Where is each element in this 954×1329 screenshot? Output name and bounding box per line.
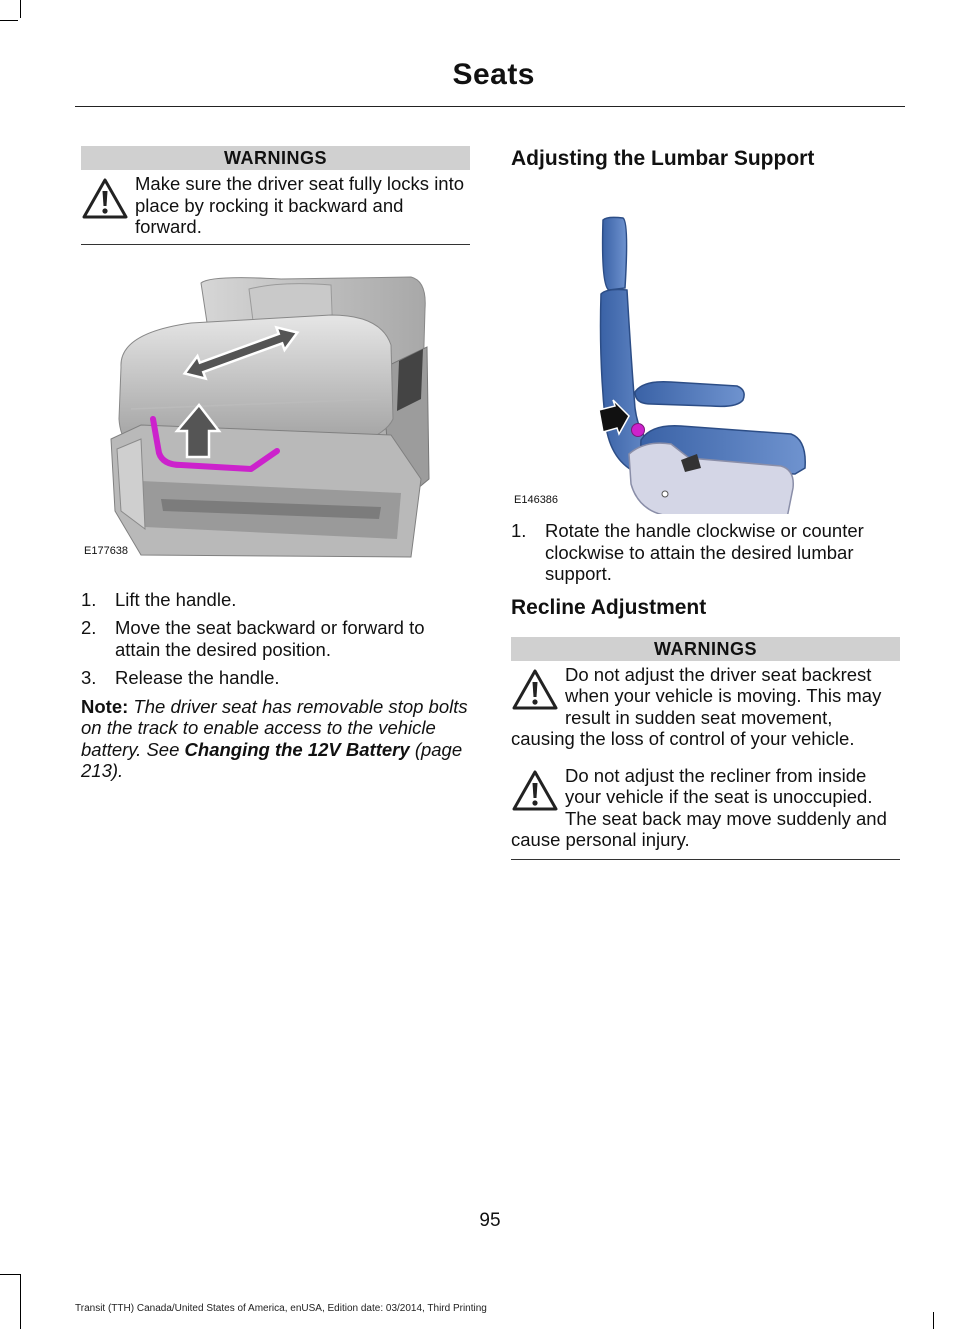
warning-triangle-icon xyxy=(81,177,129,221)
seat-track-illustration xyxy=(81,249,470,589)
crop-mark xyxy=(20,0,21,18)
warning-item xyxy=(81,173,470,244)
page-number: 95 xyxy=(479,1210,501,1231)
warning-text: Make sure the driver seat fully locks into place by rocking it backward and forward. xyxy=(135,173,465,237)
warnings-heading: WARNINGS xyxy=(81,146,470,170)
lumbar-seat-illustration xyxy=(511,178,900,514)
warning-item xyxy=(511,765,900,859)
title-rule xyxy=(75,106,905,107)
note-label: Note: xyxy=(81,695,129,717)
right-column xyxy=(511,146,900,860)
figure-seat-track xyxy=(81,249,470,589)
warnings-heading: WARNINGS xyxy=(511,637,900,661)
list-item: 1. Rotate the handle clockwise or counter clockwise to attain the desired lumbar support. xyxy=(511,520,864,584)
warning-triangle-icon xyxy=(511,668,559,712)
seat-steps-list xyxy=(81,589,470,689)
crop-mark xyxy=(20,1274,21,1329)
figure-code: E177638 xyxy=(84,544,129,557)
warning-triangle-icon xyxy=(511,769,559,813)
section-heading-recline: Recline Adjustment xyxy=(511,595,707,619)
crop-mark xyxy=(0,20,18,21)
crop-mark xyxy=(933,1312,934,1329)
lumbar-steps-list xyxy=(511,520,900,585)
section-heading-lumbar: Adjusting the Lumbar Support xyxy=(511,147,815,170)
list-item: 1. Lift the handle. xyxy=(81,588,237,610)
warning-text: Do not adjust the driver seat backrest when your vehicle is moving. This may result in sudden seat movement, causing the loss of control of your vehicle. xyxy=(511,663,882,749)
note-text: The driver seat has removable stop bolts on the track to enable access to the vehicle battery. See xyxy=(81,695,468,760)
divider xyxy=(81,244,470,245)
cross-reference-link[interactable]: Changing the 12V Battery xyxy=(184,738,410,760)
list-item: 3. Release the handle. xyxy=(81,667,280,688)
footer-text: Transit (TTH) Canada/United States of America, enUSA, Edition date: 03/2014, Third Printing xyxy=(75,1303,487,1314)
note-paragraph xyxy=(81,696,470,782)
warning-text: Do not adjust the recliner from inside your vehicle if the seat is unoccupied. The seat back may move suddenly and cause personal injury. xyxy=(511,764,887,850)
page-reference: (page 213). xyxy=(81,738,463,781)
figure-code: E146386 xyxy=(514,494,559,506)
divider xyxy=(511,859,900,860)
warning-item xyxy=(511,664,900,762)
list-item: 2. Move the seat backward or forward to attain the desired position. xyxy=(81,617,425,660)
crop-mark xyxy=(0,1274,20,1275)
left-column xyxy=(81,146,470,782)
figure-lumbar xyxy=(511,178,900,514)
page-title: Seats xyxy=(452,58,535,91)
